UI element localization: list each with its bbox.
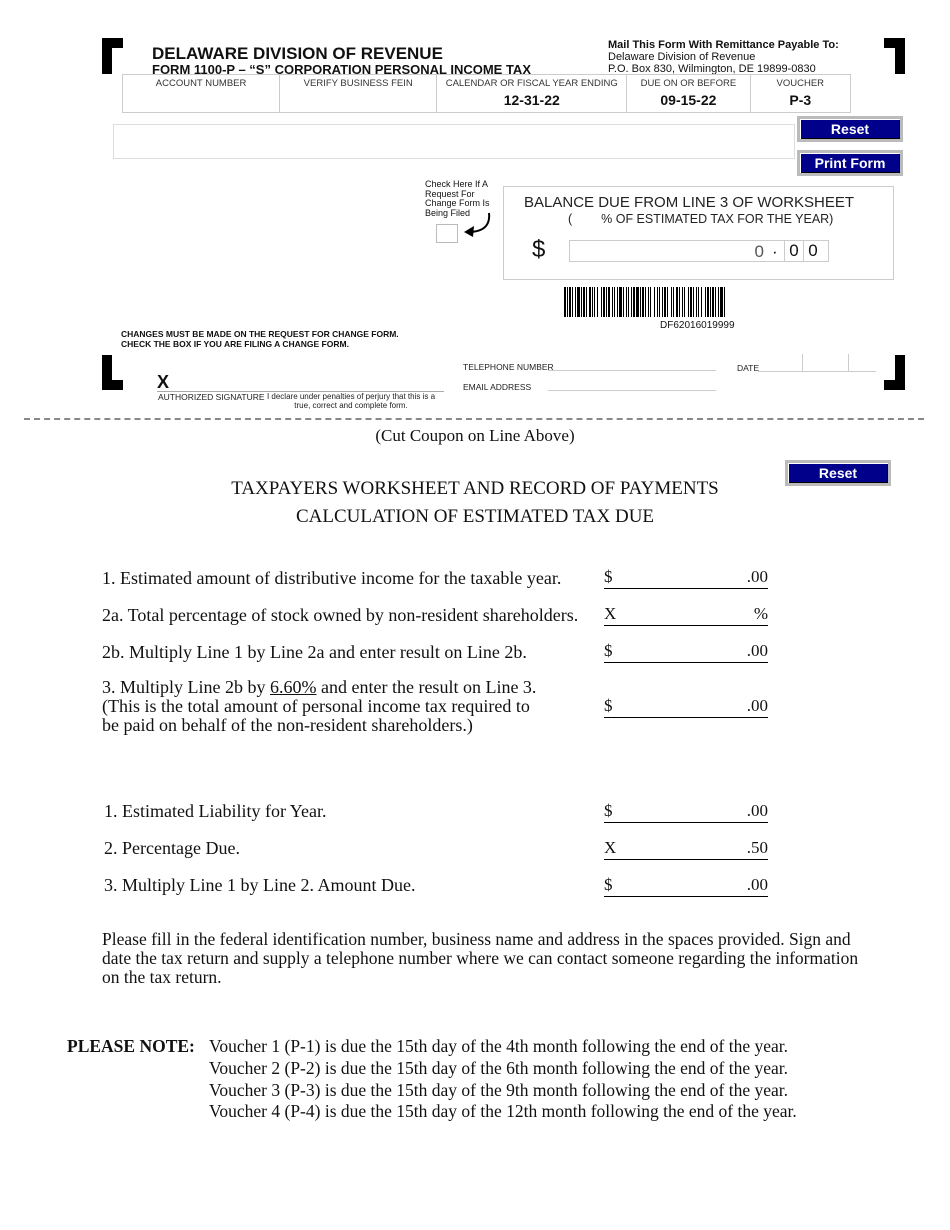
registration-mark-bottom-right-base xyxy=(884,380,905,390)
worksheet-line-3-label xyxy=(102,678,536,735)
mail-line-1: Delaware Division of Revenue xyxy=(608,51,756,63)
calc-line-1-label: 1. Estimated Liability for Year. xyxy=(104,801,327,821)
balance-title: BALANCE DUE FROM LINE 3 OF WORKSHEET xyxy=(524,194,855,211)
worksheet-line-3-text-c: (This is the total amount of personal income tax required to xyxy=(102,696,530,716)
balance-amount-field[interactable] xyxy=(569,240,829,262)
voucher-note-4: Voucher 4 (P-4) is due the 15th day of the 12th month following the end of the year. xyxy=(209,1101,797,1121)
worksheet-line-2b-suffix: .00 xyxy=(746,641,768,660)
barcode-bar xyxy=(724,287,725,317)
signature-label: AUTHORIZED SIGNATURE xyxy=(158,392,265,402)
calc-line-1-prefix: $ xyxy=(604,801,613,820)
balance-amount-dollars: 0 xyxy=(754,242,764,261)
barcode-bar xyxy=(645,287,646,317)
telephone-field[interactable] xyxy=(548,370,716,371)
calc-line-1-field[interactable] xyxy=(604,801,768,823)
barcode-bar xyxy=(682,287,683,317)
cut-line xyxy=(24,418,924,420)
barcode-bar xyxy=(575,287,576,317)
barcode-bar xyxy=(586,287,587,317)
worksheet-line-2b-field[interactable] xyxy=(604,641,768,663)
barcode-bar xyxy=(710,287,711,317)
date-field[interactable] xyxy=(758,371,876,372)
change-form-checkbox[interactable] xyxy=(436,224,458,243)
change-notice-line-2: CHECK THE BOX IF YOU ARE FILING A CHANGE FORM. xyxy=(121,339,349,349)
calc-line-2-field[interactable] xyxy=(604,838,768,860)
telephone-label: TELEPHONE NUMBER xyxy=(463,362,554,372)
worksheet-line-3-suffix: .00 xyxy=(746,696,768,715)
barcode-bar xyxy=(664,287,666,317)
worksheet-line-3-text-d: be paid on behalf of the non-resident shareholders.) xyxy=(102,715,473,735)
barcode-bar xyxy=(594,287,595,317)
period-label: CALENDAR OR FISCAL YEAR ENDING xyxy=(445,78,618,89)
barcode-bar xyxy=(701,287,702,317)
period-value: 12-31-22 xyxy=(503,92,560,108)
barcode-bar xyxy=(603,287,605,317)
signature-x-mark: X xyxy=(157,372,170,392)
barcode-bar xyxy=(679,287,680,317)
barcode-bar xyxy=(640,287,641,317)
barcode-bar xyxy=(581,287,582,317)
barcode-bar xyxy=(690,287,692,317)
balance-subtitle xyxy=(568,212,833,226)
barcode-bar xyxy=(642,287,644,317)
worksheet-line-2a-prefix: X xyxy=(604,604,617,623)
barcode-bar xyxy=(633,287,635,317)
balance-subtitle-paren: ( xyxy=(568,212,573,226)
barcode-bar xyxy=(684,287,685,317)
worksheet-line-2b-label: 2b. Multiply Line 1 by Line 2a and enter result on Line 2b. xyxy=(102,642,527,662)
barcode-bar xyxy=(608,287,610,317)
reset-button[interactable]: Reset xyxy=(797,116,903,142)
worksheet-line-3-field[interactable] xyxy=(604,696,768,718)
worksheet-line-3-text-a: 3. Multiply Line 2b by xyxy=(102,677,270,697)
account-info-box xyxy=(122,74,851,113)
worksheet-line-2b-prefix: $ xyxy=(604,641,613,660)
balance-amount-cents-1: 0 xyxy=(784,241,803,261)
email-label: EMAIL ADDRESS xyxy=(463,382,532,392)
barcode-bar xyxy=(705,287,706,317)
barcode-bar xyxy=(667,287,668,317)
barcode-bar xyxy=(628,287,629,317)
worksheet-line-1-field[interactable] xyxy=(604,567,768,589)
barcode-bar xyxy=(567,287,568,317)
print-form-button[interactable]: Print Form xyxy=(797,150,903,176)
worksheet-line-3-rate: 6.60% xyxy=(270,677,317,697)
name-address-field[interactable] xyxy=(113,124,795,159)
barcode-bar xyxy=(631,287,632,317)
barcode-bar xyxy=(659,287,660,317)
change-notice xyxy=(121,329,399,349)
barcode-bar xyxy=(688,287,689,317)
barcode-bar xyxy=(623,287,624,317)
barcode-bar xyxy=(577,287,580,317)
please-note-label: PLEASE NOTE: xyxy=(67,1036,195,1056)
balance-amount-cents-2: 0 xyxy=(803,241,822,261)
barcode-bar xyxy=(698,287,699,317)
email-field[interactable] xyxy=(548,390,716,391)
barcode-bar xyxy=(715,287,716,317)
barcode-bar xyxy=(626,287,627,317)
worksheet-line-1-prefix: $ xyxy=(604,567,613,586)
due-value: 09-15-22 xyxy=(660,92,717,108)
calc-line-1-suffix: .00 xyxy=(746,801,768,820)
worksheet-line-3-prefix: $ xyxy=(604,696,613,715)
period-cell xyxy=(437,75,627,112)
registration-mark-bottom-left-base xyxy=(102,380,123,390)
barcode-bar xyxy=(693,287,694,317)
calc-line-3-field[interactable] xyxy=(604,875,768,897)
barcode-bar xyxy=(589,287,591,317)
voucher-value: P-3 xyxy=(789,92,812,108)
due-cell xyxy=(627,75,750,112)
account-number-field[interactable] xyxy=(123,75,280,112)
worksheet-line-3-text-b: and enter the result on Line 3. xyxy=(316,677,537,697)
barcode-bar xyxy=(648,287,649,317)
barcode-bar xyxy=(696,287,697,317)
barcode-bar xyxy=(712,287,714,317)
barcode-bar xyxy=(657,287,658,317)
barcode-bar xyxy=(707,287,709,317)
barcode-bar xyxy=(654,287,655,317)
cut-coupon-text: (Cut Coupon on Line Above) xyxy=(375,426,575,445)
balance-amount-point: · xyxy=(772,242,778,261)
barcode-bar xyxy=(606,287,607,317)
barcode-bar xyxy=(612,287,613,317)
voucher-note-3: Voucher 3 (P-3) is due the 15th day of the 9th month following the end of the year. xyxy=(209,1080,789,1100)
change-form-text: Check Here If A Request For Change Form Is Being Filed xyxy=(425,179,490,218)
barcode-bar xyxy=(564,287,566,317)
barcode-bar xyxy=(617,287,618,317)
fein-label: VERIFY BUSINESS FEIN xyxy=(303,78,413,89)
date-label: DATE xyxy=(737,363,760,373)
instructions-paragraph: Please fill in the federal identification number, business name and address in the spaces provided. Sign and date the tax return and supply a telephone number where we can contact someone regarding the information on the tax return. xyxy=(102,929,859,987)
worksheet-title: TAXPAYERS WORKSHEET AND RECORD OF PAYMENTS xyxy=(231,478,719,499)
fein-field[interactable] xyxy=(280,75,437,112)
worksheet-line-1-label: 1. Estimated amount of distributive income for the taxable year. xyxy=(102,568,562,588)
voucher-note-1: Voucher 1 (P-1) is due the 15th day of the 4th month following the end of the year. xyxy=(209,1036,789,1056)
barcode-number: DF62016019999 xyxy=(660,320,735,331)
barcode-bar xyxy=(597,287,598,317)
perjury-declaration: I declare under penalties of perjury that this is a true, correct and complete form. xyxy=(266,392,436,410)
calc-line-2-prefix: X xyxy=(604,838,617,857)
balance-subtitle-text: % OF ESTIMATED TAX FOR THE YEAR) xyxy=(601,212,834,226)
barcode-bar xyxy=(718,287,719,317)
calc-line-2-label: 2. Percentage Due. xyxy=(104,838,240,858)
calc-line-2-suffix: .50 xyxy=(746,838,768,857)
worksheet-line-1-suffix: .00 xyxy=(746,567,768,586)
barcode-bar xyxy=(592,287,593,317)
barcode-bar xyxy=(569,287,571,317)
calc-line-3-suffix: .00 xyxy=(746,875,768,894)
barcode xyxy=(564,287,836,317)
calc-line-3-prefix: $ xyxy=(604,875,613,894)
arrow-left-icon xyxy=(462,212,492,242)
barcode-bar xyxy=(676,287,678,317)
mail-heading: Mail This Form With Remittance Payable To: xyxy=(608,39,839,51)
agency-title: DELAWARE DIVISION OF REVENUE xyxy=(152,44,443,63)
barcode-bar xyxy=(673,287,674,317)
voucher-label: VOUCHER xyxy=(776,78,825,89)
change-notice-line-1: CHANGES MUST BE MADE ON THE REQUEST FOR CHANGE FORM. xyxy=(121,329,399,339)
voucher-cell xyxy=(751,75,850,112)
barcode-bar xyxy=(636,287,639,317)
barcode-bar xyxy=(671,287,672,317)
account-number-label: ACCOUNT NUMBER xyxy=(155,78,247,89)
worksheet-line-2a-field[interactable] xyxy=(604,604,768,626)
barcode-bar xyxy=(583,287,585,317)
voucher-note-2: Voucher 2 (P-2) is due the 15th day of the 6th month following the end of the year. xyxy=(209,1058,789,1078)
worksheet-line-2a-label: 2a. Total percentage of stock owned by non-resident shareholders. xyxy=(102,605,579,625)
date-divider-1 xyxy=(802,354,803,371)
barcode-bar xyxy=(662,287,663,317)
due-label: DUE ON OR BEFORE xyxy=(640,78,737,89)
mail-address-block xyxy=(608,39,839,75)
barcode-bar xyxy=(619,287,622,317)
barcode-bar xyxy=(720,287,723,317)
calc-line-3-label: 3. Multiply Line 1 by Line 2. Amount Due. xyxy=(104,875,416,895)
barcode-bar xyxy=(650,287,651,317)
mail-line-2: P.O. Box 830, Wilmington, DE 19899-0830 xyxy=(608,63,816,75)
worksheet-reset-button[interactable]: Reset xyxy=(785,460,891,486)
worksheet-line-2a-suffix: % xyxy=(753,604,768,623)
barcode-bar xyxy=(601,287,602,317)
barcode-bar xyxy=(572,287,573,317)
form-title: FORM 1100-P – “S” CORPORATION PERSONAL INCOME TAX xyxy=(152,62,531,77)
date-divider-2 xyxy=(848,354,849,371)
registration-mark-top-left-stem xyxy=(102,38,112,74)
worksheet-subtitle: CALCULATION OF ESTIMATED TAX DUE xyxy=(295,506,655,527)
balance-dollar-sign: $ xyxy=(532,236,546,263)
registration-mark-top-right-stem xyxy=(895,38,905,74)
barcode-bar xyxy=(614,287,615,317)
